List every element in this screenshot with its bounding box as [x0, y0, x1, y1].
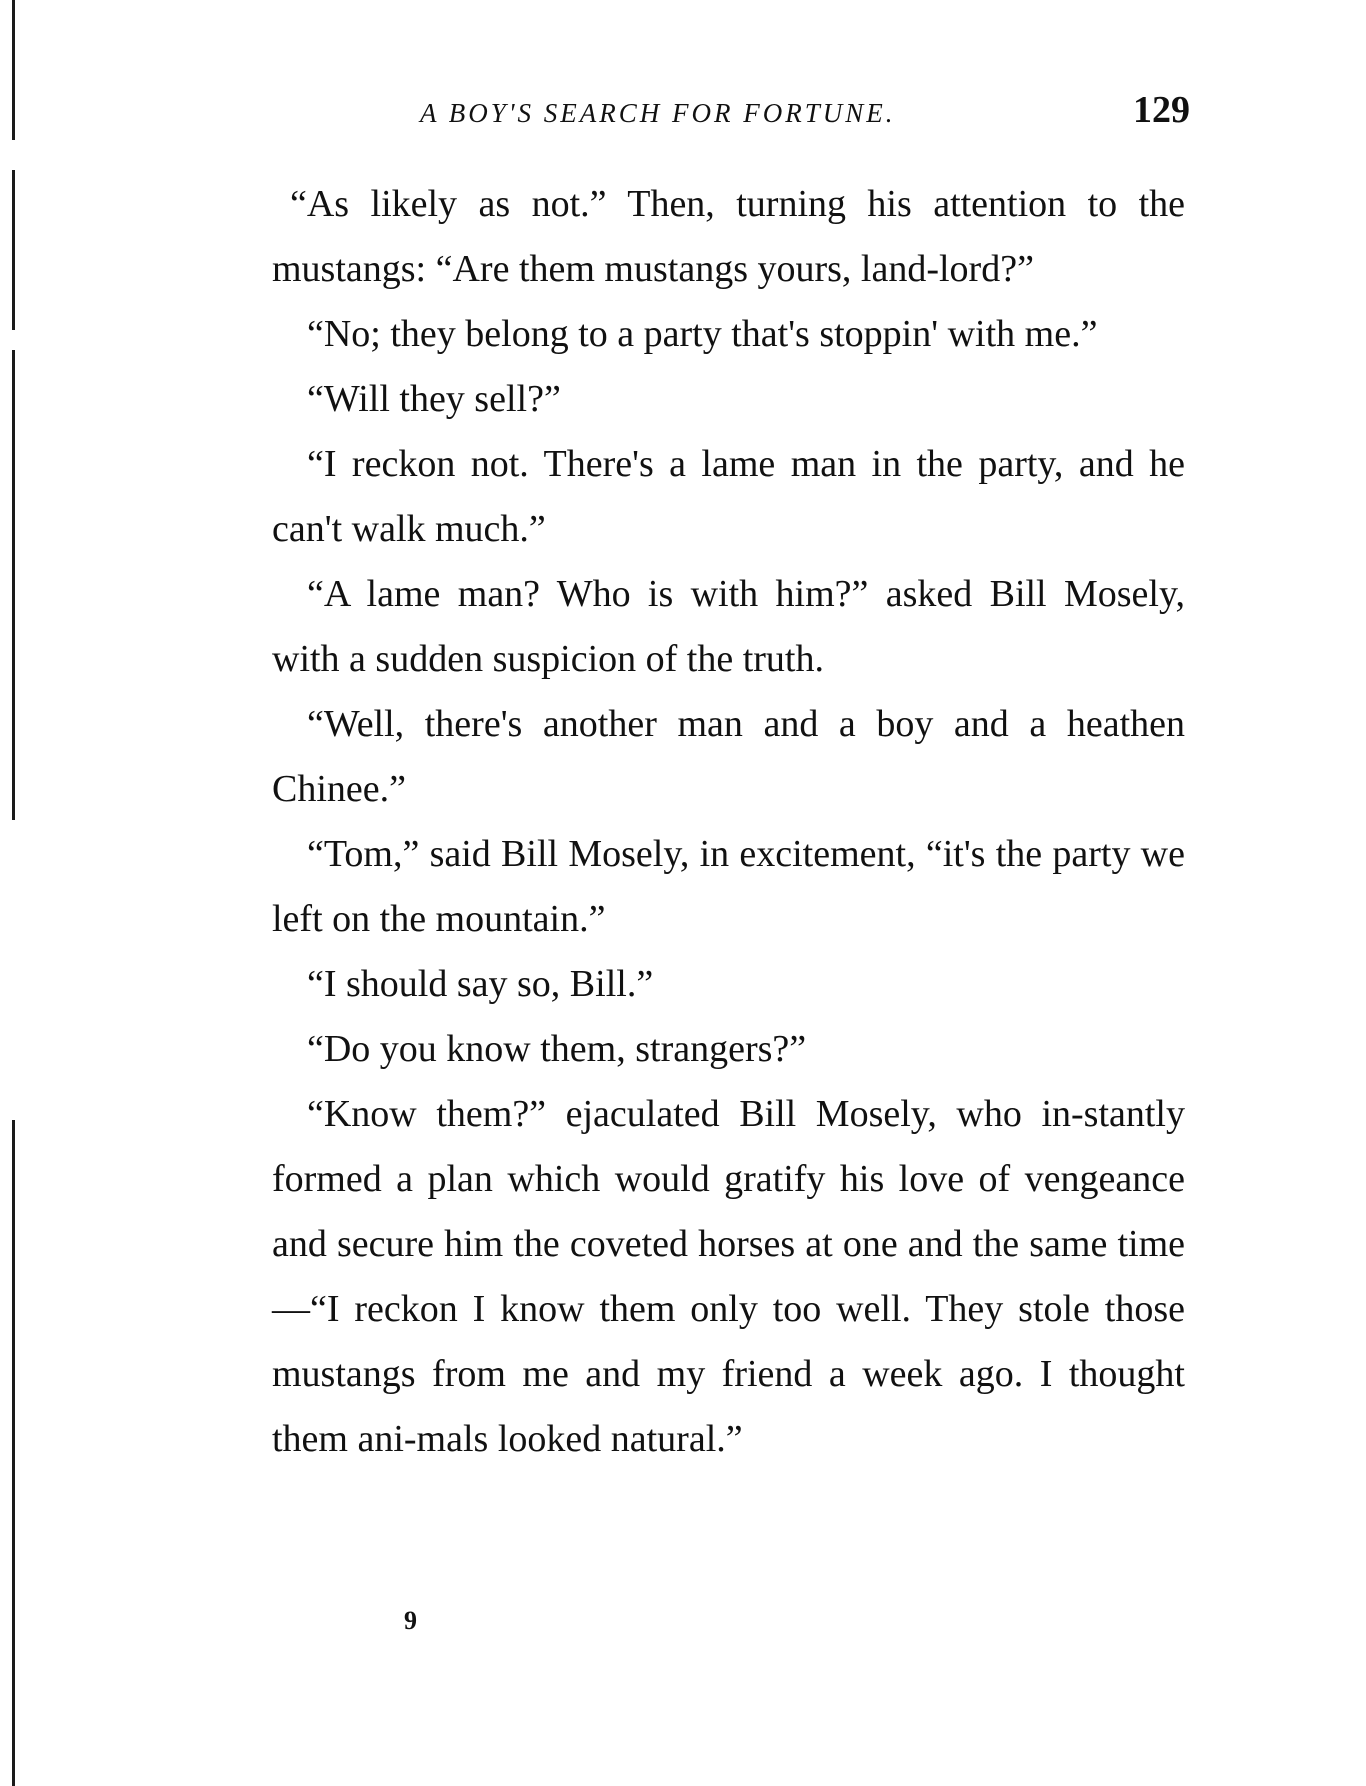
paragraph-7: “Tom,” said Bill Mosely, in excitement, “it's the party we left on the mountain.”	[272, 833, 1185, 940]
paragraph-1: “As likely as not.” Then, turning his attention to the mustangs: “Are them mustangs yours, land-lord?”	[272, 183, 1185, 290]
paragraph-4: “I reckon not. There's a lame man in the party, and he can't walk much.”	[272, 443, 1185, 550]
scan-binding-edge	[12, 0, 15, 1786]
paragraph-3: “Will they sell?”	[307, 378, 561, 420]
running-title: A BOY'S SEARCH FOR FORTUNE.	[420, 98, 896, 128]
paragraph-6: “Well, there's another man and a boy and a heathen Chinee.”	[272, 703, 1185, 810]
paragraph-8: “I should say so, Bill.”	[307, 963, 654, 1005]
paragraph-10: “Know them?” ejaculated Bill Mosely, who in-stantly formed a plan which would gratify his love of vengeance and secure him the coveted horses at one and the same time—“I reckon I know them only too well. They stole those mustangs from me and my friend a week ago. I thought them ani-mals looked natural.”	[272, 1093, 1185, 1460]
page-number: 129	[1133, 89, 1190, 131]
running-head	[420, 88, 1190, 138]
signature-mark: 9	[404, 1606, 417, 1635]
body-text	[272, 172, 1185, 1472]
paragraph-5: “A lame man? Who is with him?” asked Bill Mosely, with a sudden suspicion of the truth.	[272, 573, 1185, 680]
paragraph-9: “Do you know them, strangers?”	[307, 1028, 807, 1070]
paragraph-2: “No; they belong to a party that's stoppin' with me.”	[307, 313, 1098, 355]
